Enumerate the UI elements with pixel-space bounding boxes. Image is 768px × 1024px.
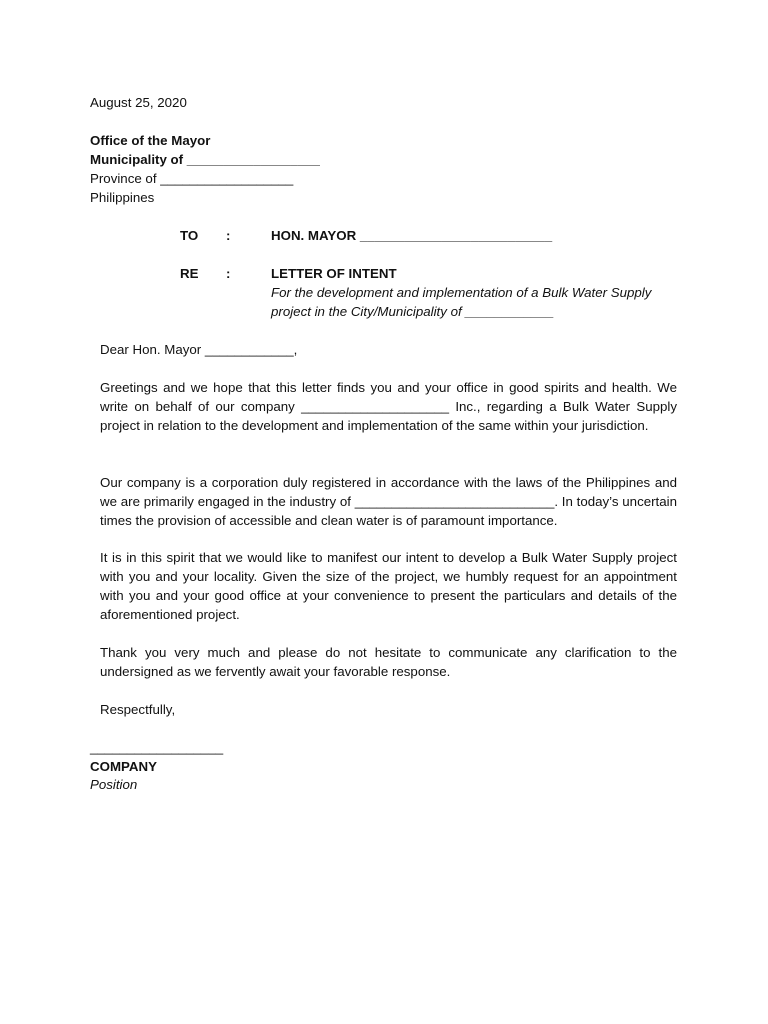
recipient-province: Province of __________________: [90, 171, 294, 186]
to-label: TO: [180, 228, 199, 243]
re-subject-line-2: project in the City/Municipality of ____________: [271, 304, 555, 319]
signer-company: COMPANY: [90, 759, 157, 774]
re-colon: :: [226, 266, 231, 281]
salutation: Dear Hon. Mayor ____________,: [100, 342, 298, 357]
body-paragraph-1: Greetings and we hope that this letter finds you and your office in good spirits and health. We write on behalf of our company ____________________ Inc., regarding a Bulk Water Supply project in relation to the development and implementation of the same within your jurisdiction.: [100, 380, 677, 433]
letter-date: August 25, 2020: [90, 95, 187, 110]
body-paragraph-2: Our company is a corporation duly registered in accordance with the laws of the Philippines and we are primarily engaged in the industry of ___________________________. In today’s uncertain times the provision of accessible and clean water is of paramount importance.: [100, 475, 677, 528]
closing: Respectfully,: [100, 702, 176, 717]
body-paragraph-3: It is in this spirit that we would like to manifest our intent to develop a Bulk Water Supply project with you and your locality. Given the size of the project, we humbly request for an appointment with you and your good office at your convenience to present the particulars and details of the aforementioned project.: [100, 550, 677, 622]
body-paragraph-4: Thank you very much and please do not hesitate to communicate any clarification to the undersigned as we fervently await your favorable response.: [100, 645, 677, 679]
signature-line: __________________: [90, 740, 224, 755]
to-colon: :: [226, 228, 231, 243]
re-label: RE: [180, 266, 199, 281]
recipient-municipality: Municipality of __________________: [90, 152, 320, 167]
recipient-country: Philippines: [90, 190, 155, 205]
signer-position: Position: [90, 777, 138, 792]
recipient-office: Office of the Mayor: [90, 133, 211, 148]
re-title: LETTER OF INTENT: [271, 266, 397, 281]
re-subject-line-1: For the development and implementation of a Bulk Water Supply: [271, 285, 652, 300]
to-value: HON. MAYOR __________________________: [271, 228, 553, 243]
